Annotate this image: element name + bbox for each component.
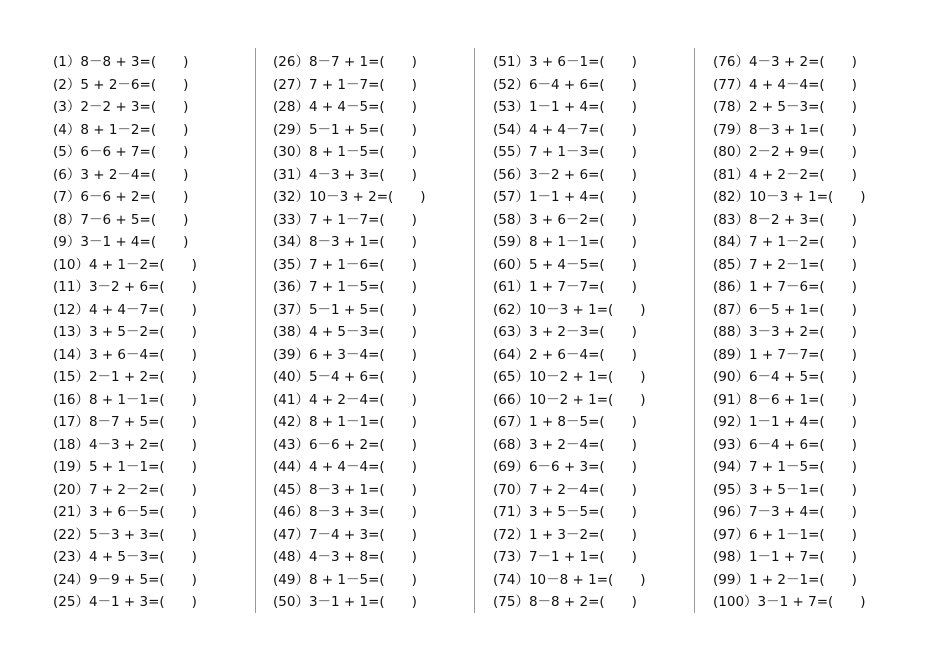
problem-row: (31）4－3 + 3=( ): [273, 166, 417, 183]
problem-row: (91）8－6 + 1=( ): [713, 391, 857, 408]
problem-row: (58）3 + 6－2=( ): [493, 211, 637, 228]
problem-row: (23）4 + 5－3=( ): [53, 549, 197, 565]
problem-row: (83）8－2 + 3=( ): [713, 211, 857, 228]
problem-row: (93）6－4 + 6=( ): [713, 436, 857, 453]
problem-row: (29）5－1 + 5=( ): [273, 121, 417, 138]
problem-row: (49）8 + 1－5=( ): [273, 571, 417, 588]
problem-row: (27）7 + 1－7=( ): [273, 76, 417, 93]
problem-row: (70）7 + 2－4=( ): [493, 481, 637, 498]
problem-row: (86）1 + 7－6=( ): [713, 279, 857, 295]
problem-row: (13）3 + 5－2=( ): [53, 324, 197, 340]
problem-row: (55）7 + 1－3=( ): [493, 144, 637, 160]
problem-row: (44）4 + 4－4=( ): [273, 459, 417, 475]
problem-row: (73）7－1 + 1=( ): [493, 549, 637, 565]
problem-row: (57）1－1 + 4=( ): [493, 189, 637, 205]
problem-row: (68）3 + 2－4=( ): [493, 436, 637, 453]
problem-column-1: [53, 51, 268, 614]
problem-row: (45）8－3 + 1=( ): [273, 481, 417, 498]
problem-row: (1）8－8 + 3=( ): [53, 54, 189, 70]
problem-row: (89）1 + 7－7=( ): [713, 346, 857, 363]
problem-row: (85）7 + 2－1=( ): [713, 256, 857, 273]
problem-column-2: [273, 51, 488, 614]
problem-row: (36）7 + 1－5=( ): [273, 279, 417, 295]
problem-row: (79）8－3 + 1=( ): [713, 121, 857, 138]
problem-row: (72）1 + 3－2=( ): [493, 526, 637, 543]
problem-row: (6）3 + 2－4=( ): [53, 166, 189, 183]
problem-row: (3）2－2 + 3=( ): [53, 99, 189, 115]
problem-row: (59）8 + 1－1=( ): [493, 234, 637, 250]
problem-row: (48）4－3 + 8=( ): [273, 549, 417, 565]
problem-row: (33）7 + 1－7=( ): [273, 211, 417, 228]
problem-row: (15）2－1 + 2=( ): [53, 369, 197, 385]
problem-row: (78）2 + 5－3=( ): [713, 99, 857, 115]
problem-row: (20）7 + 2－2=( ): [53, 481, 197, 498]
problem-row: (76）4－3 + 2=( ): [713, 54, 857, 70]
problem-row: (80）2－2 + 9=( ): [713, 144, 857, 160]
problem-row: (14）3 + 6－4=( ): [53, 346, 197, 363]
problem-row: (100）3－1 + 7=( ): [713, 594, 866, 610]
problem-row: (16）8 + 1－1=( ): [53, 391, 197, 408]
problem-row: (53）1－1 + 4=( ): [493, 99, 637, 115]
problem-row: (8）7－6 + 5=( ): [53, 211, 189, 228]
problem-row: (17）8－7 + 5=( ): [53, 414, 197, 430]
problem-row: (74）10－8 + 1=( ): [493, 571, 646, 588]
problem-row: (71）3 + 5－5=( ): [493, 504, 637, 520]
problem-row: (62）10－3 + 1=( ): [493, 301, 646, 318]
problem-row: (92）1－1 + 4=( ): [713, 414, 857, 430]
problem-row: (10）4 + 1－2=( ): [53, 256, 197, 273]
problem-row: (84）7 + 1－2=( ): [713, 234, 857, 250]
problem-row: (11）3－2 + 6=( ): [53, 279, 197, 295]
problem-row: (46）8－3 + 3=( ): [273, 504, 417, 520]
problem-row: (97）6 + 1－1=( ): [713, 526, 857, 543]
problem-row: (88）3－3 + 2=( ): [713, 324, 857, 340]
problem-row: (30）8 + 1－5=( ): [273, 144, 417, 160]
problem-row: (90）6－4 + 5=( ): [713, 369, 857, 385]
problem-row: (96）7－3 + 4=( ): [713, 504, 857, 520]
problem-row: (54）4 + 4－7=( ): [493, 121, 637, 138]
problem-row: (24）9－9 + 5=( ): [53, 571, 197, 588]
problem-row: (98）1－1 + 7=( ): [713, 549, 857, 565]
problem-row: (9）3－1 + 4=( ): [53, 234, 189, 250]
problem-row: (99）1 + 2－1=( ): [713, 571, 857, 588]
problem-row: (28）4 + 4－5=( ): [273, 99, 417, 115]
problem-row: (65）10－2 + 1=( ): [493, 369, 646, 385]
problem-row: (75）8－8 + 2=( ): [493, 594, 637, 610]
problem-column-3: [493, 51, 708, 614]
problem-row: (82）10－3 + 1=( ): [713, 189, 866, 205]
problem-row: (56）3－2 + 6=( ): [493, 166, 637, 183]
problem-row: (51）3 + 6－1=( ): [493, 54, 637, 70]
problem-row: (47）7－4 + 3=( ): [273, 526, 417, 543]
problem-row: (22）5－3 + 3=( ): [53, 526, 197, 543]
problem-row: (25）4－1 + 3=( ): [53, 594, 197, 610]
problem-row: (41）4 + 2－4=( ): [273, 391, 417, 408]
problem-row: (18）4－3 + 2=( ): [53, 436, 197, 453]
problem-row: (95）3 + 5－1=( ): [713, 481, 857, 498]
problem-row: (63）3 + 2－3=( ): [493, 324, 637, 340]
problem-row: (64）2 + 6－4=( ): [493, 346, 637, 363]
problem-row: (21）3 + 6－5=( ): [53, 504, 197, 520]
problem-row: (32）10－3 + 2=( ): [273, 189, 426, 205]
problem-row: (12）4 + 4－7=( ): [53, 301, 197, 318]
problem-row: (4）8 + 1－2=( ): [53, 121, 189, 138]
problem-row: (35）7 + 1－6=( ): [273, 256, 417, 273]
problem-row: (67）1 + 8－5=( ): [493, 414, 637, 430]
problem-row: (61）1 + 7－7=( ): [493, 279, 637, 295]
problem-row: (69）6－6 + 3=( ): [493, 459, 637, 475]
problem-row: (7）6－6 + 2=( ): [53, 189, 189, 205]
problem-row: (87）6－5 + 1=( ): [713, 301, 857, 318]
problem-row: (94）7 + 1－5=( ): [713, 459, 857, 475]
problem-row: (66）10－2 + 1=( ): [493, 391, 646, 408]
problem-row: (43）6－6 + 2=( ): [273, 436, 417, 453]
problem-row: (19）5 + 1－1=( ): [53, 459, 197, 475]
problem-row: (77）4 + 4－4=( ): [713, 76, 857, 93]
problem-row: (60）5 + 4－5=( ): [493, 256, 637, 273]
problem-row: (38）4 + 5－3=( ): [273, 324, 417, 340]
problem-column-4: [713, 51, 928, 614]
problem-row: (26）8－7 + 1=( ): [273, 54, 417, 70]
problem-row: (52）6－4 + 6=( ): [493, 76, 637, 93]
problem-row: (34）8－3 + 1=( ): [273, 234, 417, 250]
problem-row: (40）5－4 + 6=( ): [273, 369, 417, 385]
problem-row: (5）6－6 + 7=( ): [53, 144, 189, 160]
problem-row: (81）4 + 2－2=( ): [713, 166, 857, 183]
problem-row: (39）6 + 3－4=( ): [273, 346, 417, 363]
problem-row: (50）3－1 + 1=( ): [273, 594, 417, 610]
problem-row: (2）5 + 2－6=( ): [53, 76, 189, 93]
problem-row: (42）8 + 1－1=( ): [273, 414, 417, 430]
problem-row: (37）5－1 + 5=( ): [273, 301, 417, 318]
